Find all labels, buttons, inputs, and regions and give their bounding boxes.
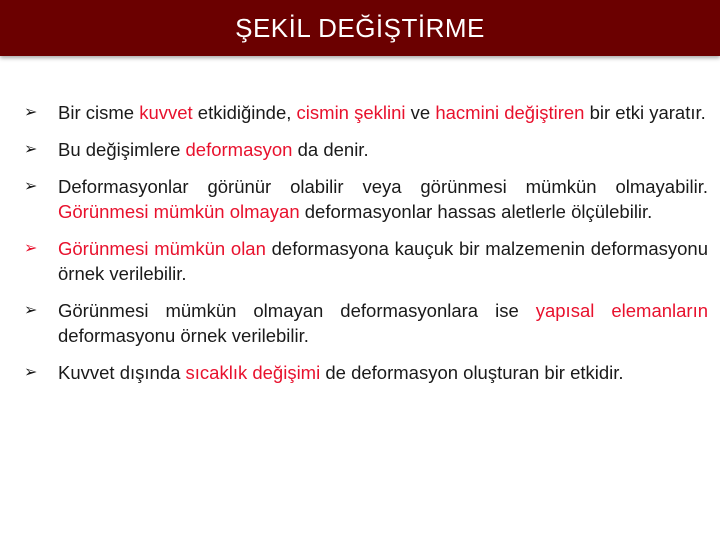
bullet-item — [24, 100, 708, 125]
highlighted-term: Görünmesi mümkün olmayan — [58, 201, 300, 222]
text-segment: ve — [405, 102, 436, 123]
highlighted-term: yapısal elemanların — [535, 300, 709, 321]
arrow-bullet-icon: ➢ — [24, 302, 38, 319]
title-bar — [0, 0, 720, 56]
highlighted-term: Görünmesi mümkün olan — [58, 238, 266, 259]
highlighted-term: kuvvet — [139, 102, 193, 123]
bullet-item — [24, 298, 708, 348]
arrow-bullet-icon: ➢ — [24, 240, 38, 257]
highlighted-term: cismin şeklini — [296, 102, 406, 123]
arrow-bullet-icon: ➢ — [24, 141, 38, 158]
bullet-item — [24, 236, 708, 286]
text-segment: etkidiğinde, — [192, 102, 297, 123]
text-segment: Görünmesi mümkün olmayan deformasyonlara ise — [58, 300, 536, 321]
bullet-item — [24, 137, 708, 162]
text-segment: Bir cisme — [58, 102, 140, 123]
highlighted-term: hacmini değiştiren — [435, 102, 585, 123]
bullet-text — [58, 360, 708, 385]
text-segment: da denir. — [292, 139, 369, 160]
bullet-text — [58, 100, 708, 125]
text-segment: de deformasyon oluşturan bir etkidir. — [320, 362, 624, 383]
bullet-text — [58, 236, 708, 286]
text-segment: deformasyona kauçuk bir malzemenin deformasyonu örnek verilebilir. — [58, 238, 709, 284]
arrow-bullet-icon: ➢ — [24, 178, 38, 195]
page-title: ŞEKİL DEĞİŞTİRME — [235, 12, 485, 43]
text-segment: deformasyonu örnek verilebilir. — [58, 325, 309, 346]
bullet-text — [58, 298, 708, 348]
text-segment: Deformasyonlar görünür olabilir veya görünmesi mümkün olmayabilir. — [58, 176, 708, 197]
arrow-bullet-icon: ➢ — [24, 104, 38, 121]
bullet-text — [58, 174, 708, 224]
bullet-text — [58, 137, 708, 162]
bullet-item — [24, 174, 708, 224]
text-segment: deformasyonlar hassas aletlerle ölçülebilir. — [299, 201, 653, 222]
text-segment: bir etki yaratır. — [584, 102, 706, 123]
arrow-bullet-icon: ➢ — [24, 364, 38, 381]
bullet-list — [24, 100, 708, 385]
highlighted-term: deformasyon — [185, 139, 293, 160]
text-segment: Kuvvet dışında — [58, 362, 186, 383]
bullet-item — [24, 360, 708, 385]
text-segment: Bu değişimlere — [58, 139, 186, 160]
highlighted-term: sıcaklık değişimi — [185, 362, 321, 383]
